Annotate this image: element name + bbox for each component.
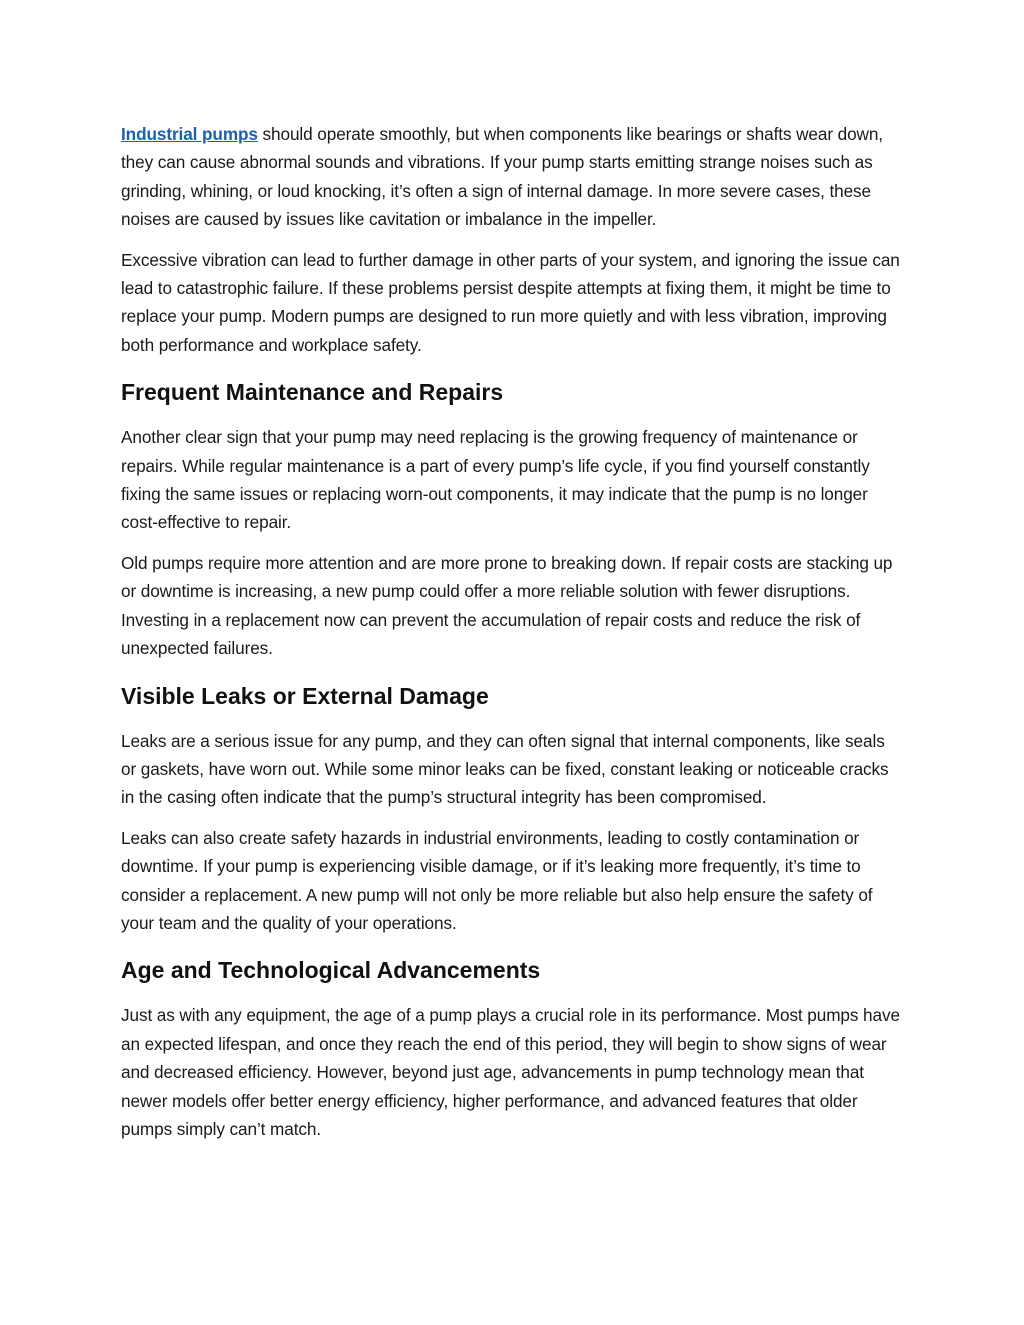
section-heading-leaks: Visible Leaks or External Damage xyxy=(121,682,489,709)
age-paragraph-1: Just as with any equipment, the age of a pump plays a crucial role in its performance. Most pumps have an expected lifespan, and once they reach the end of this period, they will begin to show signs of wear and decreased efficiency. However, beyond just age, advancements in pump technology mean that newer models offer better energy efficiency, higher performance, and advanced features that older pumps simply can’t match. xyxy=(121,1005,900,1139)
intro-paragraph-1-text: should operate smoothly, but when components like bearings or shafts wear down, they can cause abnormal sounds and vibrations. If your pump starts emitting strange noises such as grinding, whining, or loud knocking, it’s often a sign of internal damage. In more severe cases, these noises are caused by issues like cavitation or imbalance in the impeller. xyxy=(121,124,883,230)
leaks-paragraph-1: Leaks are a serious issue for any pump, and they can often signal that internal components, like seals or gaskets, have worn out. While some minor leaks can be fixed, constant leaking or noticeable cracks in the casing often indicate that the pump’s structural integrity has been compromised. xyxy=(121,730,889,808)
leaks-paragraph-2: Leaks can also create safety hazards in industrial environments, leading to costly contamination or downtime. If your pump is experiencing visible damage, or if it’s leaking more frequently, it’s time to consider a replacement. A new pump will not only be more reliable but also help ensure the safety of your team and the quality of your operations. xyxy=(121,827,873,933)
industrial-pumps-link[interactable]: Industrial pumps xyxy=(121,124,258,144)
section-heading-age: Age and Technological Advancements xyxy=(121,957,541,984)
maintenance-paragraph-1: Another clear sign that your pump may need replacing is the growing frequency of maintenance or repairs. While regular maintenance is a part of every pump’s life cycle, if you find yourself constantly fixing the same issues or replacing worn-out components, it may indicate that the pump is no longer cost-effective to repair. xyxy=(121,427,870,533)
document-page xyxy=(121,120,903,1155)
intro-paragraph-2: Excessive vibration can lead to further damage in other parts of your system, and ignoring the issue can lead to catastrophic failure. If these problems persist despite attempts at fixing them, it might be time to replace your pump. Modern pumps are designed to run more quietly and with less vibration, improving both performance and workplace safety. xyxy=(121,249,900,355)
section-heading-maintenance: Frequent Maintenance and Repairs xyxy=(121,379,504,406)
maintenance-paragraph-2: Old pumps require more attention and are more prone to breaking down. If repair costs are stacking up or downtime is increasing, a new pump could offer a more reliable solution with fewer disruptions. Investing in a replacement now can prevent the accumulation of repair costs and reduce the risk of unexpected failures. xyxy=(121,552,893,659)
intro-paragraph-1 xyxy=(121,120,903,234)
